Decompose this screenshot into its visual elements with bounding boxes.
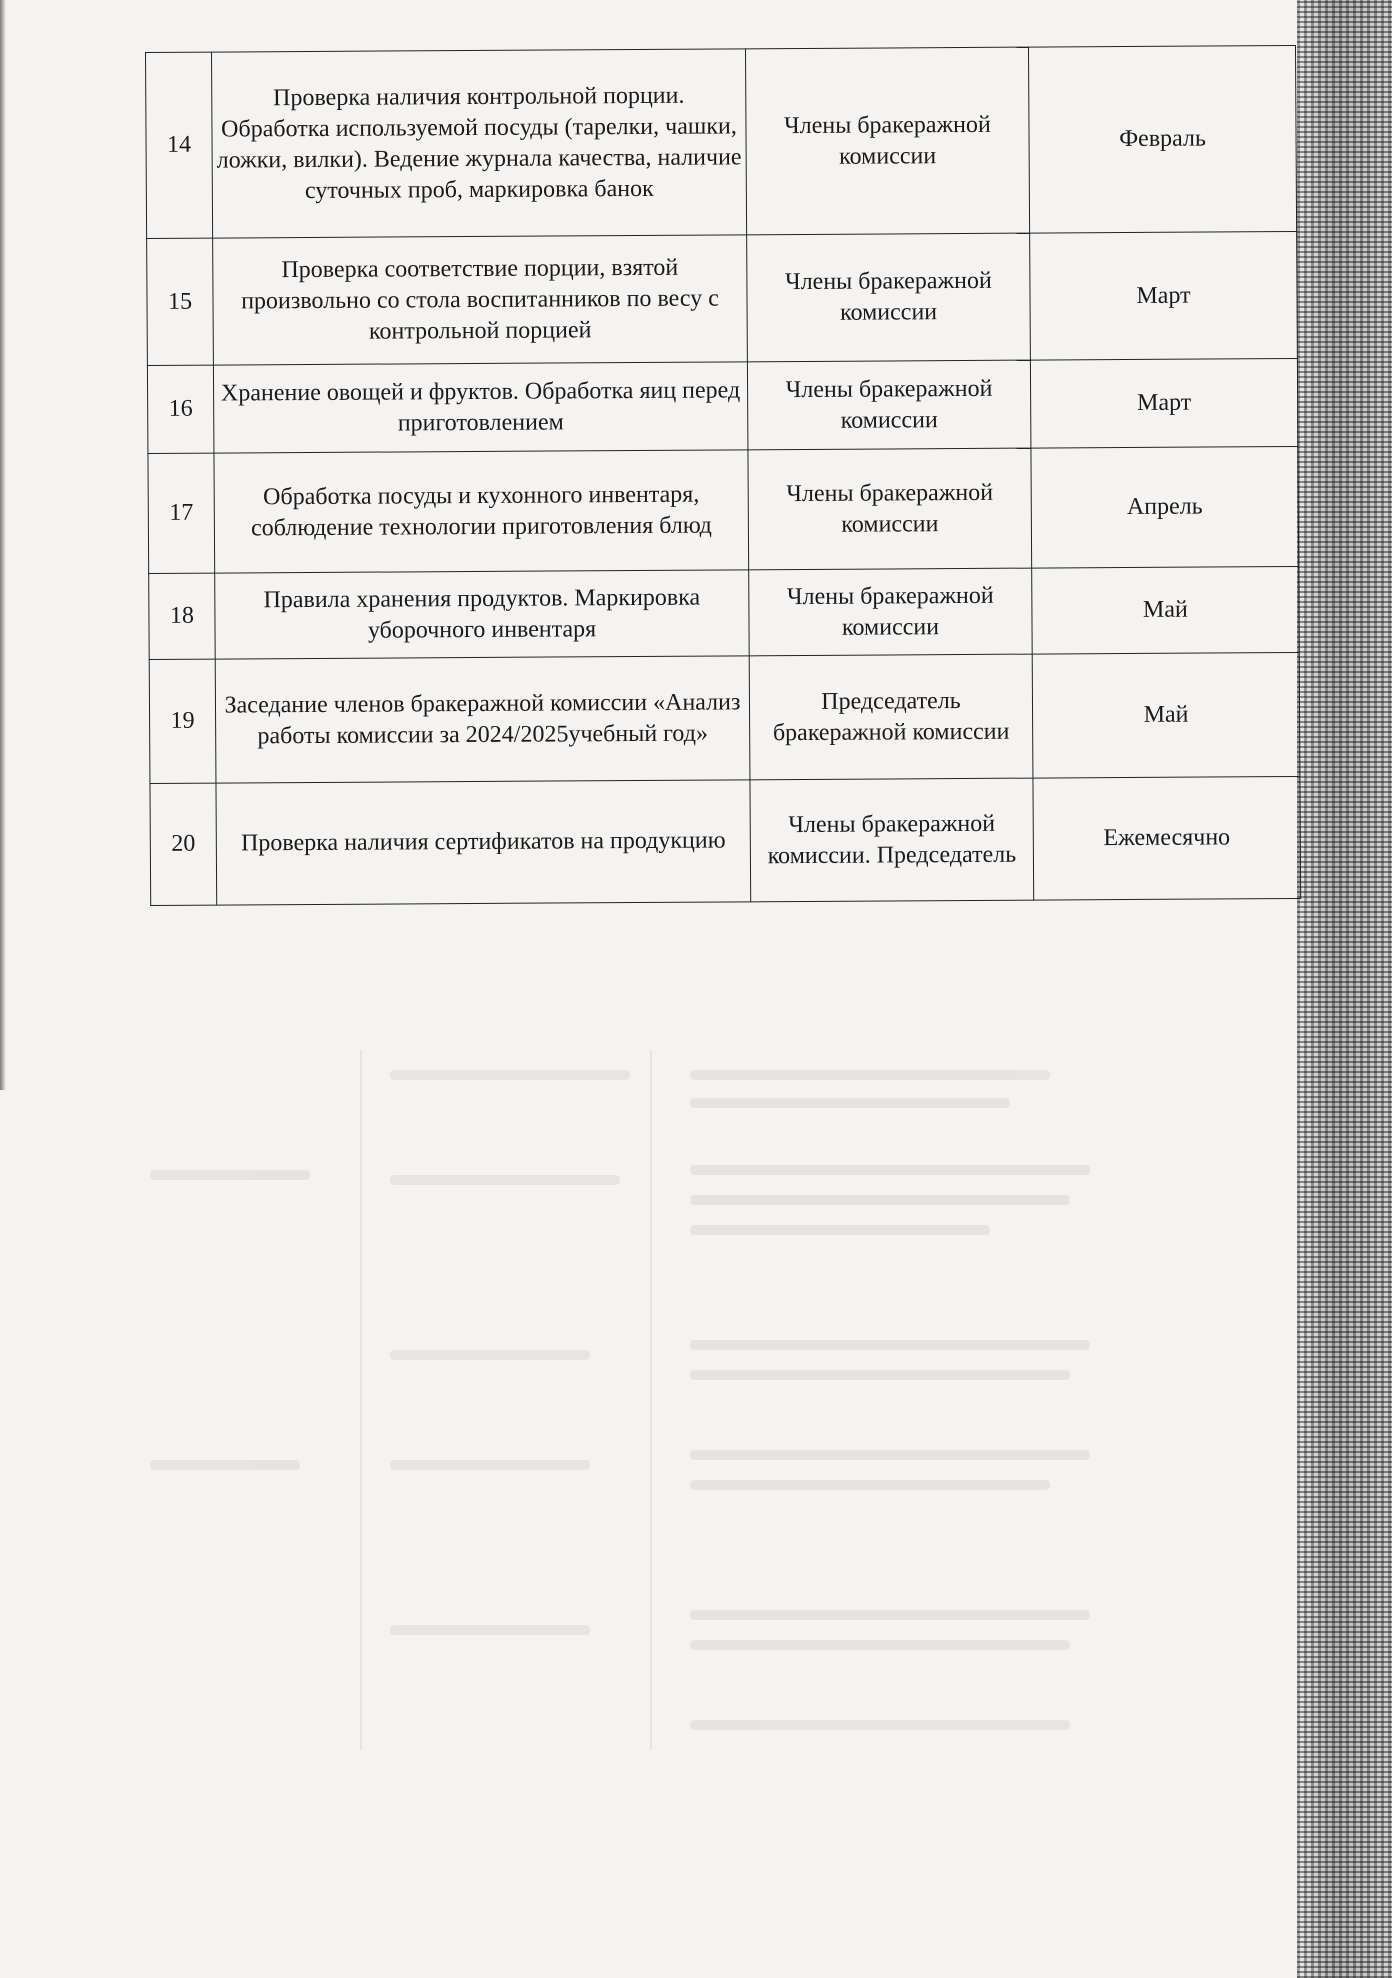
table-row [149, 566, 1300, 659]
task-cell: Заседание членов бракеражной комиссии «Анализ работы комиссии за 2024/2025учебный год» [215, 656, 750, 783]
row-number: 14 [146, 52, 213, 238]
responsible-cell: Члены бракеражной комиссии [749, 568, 1033, 656]
bleed-through [130, 1050, 1190, 1810]
task-cell: Обработка посуды и кухонного инвентаря, соблюдение технологии приготовления блюд [214, 450, 749, 573]
row-number: 19 [149, 659, 216, 783]
responsible-cell: Члены бракеражной комиссии [748, 448, 1032, 570]
date-cell: Май [1032, 566, 1300, 654]
table-row [147, 231, 1298, 365]
task-cell: Правила хранения продуктов. Маркировка уборочного инвентаря [215, 570, 750, 659]
row-number: 15 [147, 238, 214, 365]
date-cell: Ежемесячно [1033, 776, 1301, 900]
task-cell: Проверка наличия сертификатов на продукцию [216, 780, 751, 905]
date-cell: Февраль [1028, 45, 1296, 233]
table-row [148, 446, 1299, 573]
table-row [149, 652, 1300, 783]
row-number: 18 [149, 573, 216, 659]
date-cell: Апрель [1031, 446, 1299, 568]
row-number: 17 [148, 453, 215, 573]
date-cell: Май [1032, 652, 1300, 778]
responsible-cell: Члены бракеражной комиссии [747, 360, 1031, 450]
task-cell: Хранение овощей и фруктов. Обработка яиц перед приготовлением [213, 362, 748, 453]
date-cell: Март [1030, 358, 1298, 448]
table-row [147, 358, 1298, 453]
row-number: 16 [147, 365, 214, 453]
date-cell: Март [1030, 231, 1298, 360]
responsible-cell: Члены бракеражной комиссии [747, 233, 1031, 362]
responsible-cell: Члены бракеражной комиссии [745, 47, 1029, 235]
inspection-schedule-table [145, 45, 1301, 906]
row-number: 20 [150, 783, 217, 905]
responsible-cell: Председатель бракеражной комиссии [749, 654, 1033, 780]
table-row [150, 776, 1301, 905]
table-row [146, 45, 1297, 238]
task-cell: Проверка наличия контрольной порции. Обработка используемой посуды (тарелки, чашки, ложки, вилки). Ведение журнала качества, наличие суточных проб, маркировка банок [212, 49, 747, 238]
task-cell: Проверка соответствие порции, взятой произвольно со стола воспитанников по весу с контрольной порцией [213, 235, 748, 365]
scan-noise-edge [1297, 0, 1392, 1978]
scan-shadow-left [0, 0, 6, 1090]
responsible-cell: Члены бракеражной комиссии. Председатель [750, 778, 1034, 902]
